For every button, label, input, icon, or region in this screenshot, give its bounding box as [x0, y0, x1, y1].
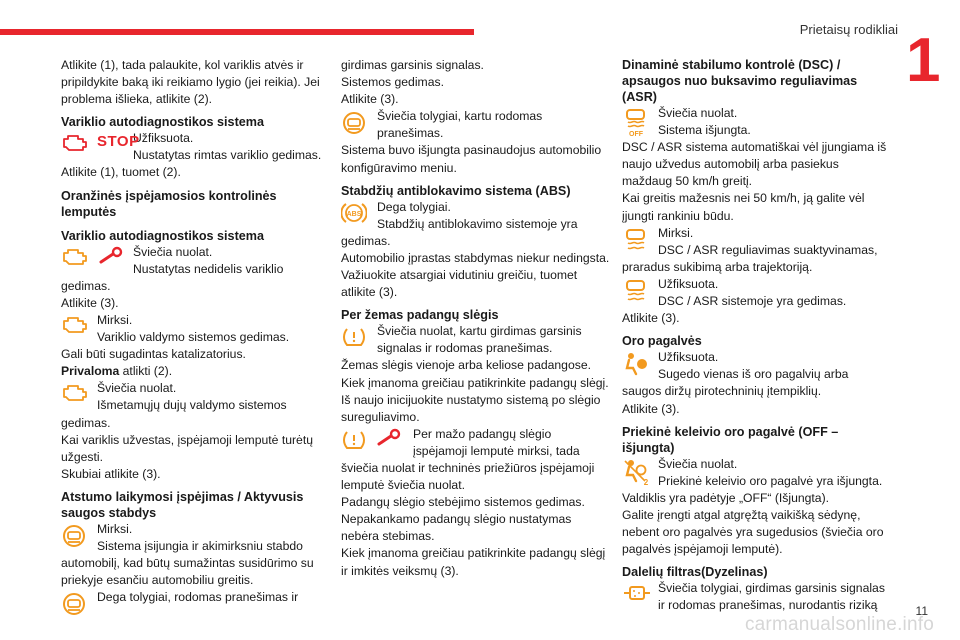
engine-icon	[61, 382, 89, 402]
text-line: Nustatytas rimtas variklio gedimas.	[133, 148, 322, 163]
section-title: Prietaisų rodikliai	[799, 22, 898, 37]
text-line	[61, 363, 331, 380]
heading-engine-diagnostics: Variklio autodiagnostikos sistema	[61, 228, 264, 243]
text-line: Šviečia tolygiai, kartu rodomas	[377, 109, 543, 124]
heading-orange-warnings: Oranžinės įspėjamosios kontrolinės lemputės	[61, 188, 277, 219]
text-line: Šviečia nuolat, kartu girdimas garsinis	[377, 324, 582, 339]
text-line: įspėjamoji lemputė mirksi, tada	[413, 443, 580, 458]
indicator-row	[341, 426, 611, 460]
indicator-row	[341, 323, 611, 357]
text-line: Užfiksuota.	[658, 350, 719, 365]
text-line: Užfiksuota.	[658, 276, 719, 291]
heading-distance-alert: Atstumo laikymosi įspėjimas / Aktyvusis saugos stabdys	[61, 489, 304, 520]
text-line: gedimas.	[61, 415, 111, 430]
text-line: automobilį, kad būtų sumažintas susidūrimo su priekyje esančiu automobiliu greitis.	[61, 556, 314, 588]
text-line: Gali būti sugadintas katalizatorius.	[61, 347, 246, 362]
text-line: gedimas.	[341, 233, 391, 248]
text-line: ir rodomas pranešimas, nurodantis riziką	[658, 598, 878, 613]
indicator-row	[341, 199, 611, 233]
text-line: Sugedo vienas iš oro pagalvių arba	[658, 367, 849, 382]
tyre-pressure-icon	[341, 428, 367, 452]
text-line: šviečia nuolat ir techninės priežiūros įspėjamoji lemputė šviečia nuolat.	[341, 460, 595, 493]
heading-airbags: Oro pagalvės	[622, 334, 702, 349]
text-line: Kiek įmanoma greičiau patikrinkite padangų slėgį ir imkitės veiksmų (3).	[341, 546, 606, 578]
text-line: pranešimas.	[377, 126, 444, 141]
dsc-icon	[622, 227, 650, 253]
text-line: Sistema buvo išjungta pasinaudojus automobilio konfigūravimo meniu.	[341, 143, 602, 175]
indicator-row	[61, 380, 331, 414]
column-3	[622, 57, 892, 614]
text-line: gedimas.	[61, 278, 111, 293]
stop-icon: STOP	[97, 133, 140, 151]
indicator-row	[61, 312, 331, 346]
passenger-airbag-off-icon	[622, 458, 650, 486]
text-line: Kiek įmanoma greičiau patikrinkite padangų slėgį.	[341, 375, 609, 390]
text-line: praradus sukibimą arba trajektoriją.	[622, 259, 813, 274]
heading-dsc-asr: Dinaminė stabilumo kontrolė (DSC) / apsaugos nuo buksavimo reguliavimas (ASR)	[622, 58, 858, 104]
text-line: Skubiai atlikite (3).	[61, 466, 161, 481]
text-line: Sistema išjungta.	[658, 123, 751, 138]
text-line: Sistemos gedimas.	[341, 75, 444, 90]
text-line: Mirksi.	[97, 312, 133, 327]
text-line: Valdiklis yra padėtyje „OFF“ (Išjungta).	[622, 490, 830, 505]
text-line: Priekinė keleivio oro pagalvė yra išjungta.	[658, 473, 883, 488]
text-line: Automobilio įprastas stabdymas niekur nedingsta.	[341, 250, 610, 265]
text-line: girdimas garsinis signalas.	[341, 58, 484, 72]
abs-icon-label: ABS	[346, 210, 362, 218]
text-line: Šviečia nuolat.	[658, 456, 738, 471]
text-line: Kai greitis mažesnis nei 50 km/h, ją galite vėl įjungti rankiniu būdu.	[622, 191, 865, 223]
text-line: Stabdžių antiblokavimo sistemoje yra	[377, 216, 578, 231]
indicator-row	[622, 225, 892, 259]
distance-alert-icon	[61, 591, 87, 617]
text-line: Atlikite (1), tuomet (2).	[61, 165, 181, 180]
heading-tyre-pressure: Per žemas padangų slėgis	[341, 308, 499, 323]
heading-particle-filter: Dalelių filtras(Dyzelinas)	[622, 565, 768, 580]
watermark: carmanualsonline.info	[744, 614, 934, 635]
particle-filter-icon	[622, 582, 652, 604]
text-line: Žemas slėgis vienoje arba keliose padangose.	[341, 358, 591, 373]
indicator-row	[622, 580, 892, 614]
text-line: Variklio valdymo sistemos gedimas.	[97, 330, 290, 345]
indicator-row	[622, 349, 892, 383]
abs-icon	[341, 201, 367, 225]
text-line: signalas ir rodomas pranešimas.	[377, 341, 553, 356]
distance-alert-icon	[341, 110, 367, 136]
text-line: Atlikite (3).	[622, 401, 680, 416]
indicator-row	[622, 456, 892, 490]
distance-alert-icon	[61, 523, 87, 549]
text-line: Išmetamųjų dujų valdymo sistemos	[97, 398, 287, 413]
text-line: Važiuokite atsargiai vidutiniu greičiu, tuomet atlikite (3).	[341, 268, 578, 300]
engine-icon	[61, 246, 89, 266]
text-line: Užfiksuota.	[133, 131, 194, 146]
text-line: DSC / ASR sistema automatiškai vėl įjungiama iš naujo užvedus automobilį arba pasiekus maždaug 50 km/h greitį.	[622, 140, 887, 189]
indicator-row	[61, 244, 331, 278]
text-span: atlikti (2).	[119, 364, 173, 379]
indicator-row	[61, 130, 331, 164]
heading-passenger-airbag-off: Priekinė keleivio oro pagalvė (OFF – išjungta)	[622, 424, 839, 455]
text-line: Iš naujo inicijuokite nustatymo sistemą po slėgio sureguliavimo.	[341, 392, 601, 424]
airbag-seat-number: 2	[643, 477, 649, 486]
indicator-row	[61, 589, 331, 606]
indicator-row	[61, 521, 331, 555]
text-line: DSC / ASR reguliavimas suaktyvinamas,	[658, 242, 878, 257]
text-line: Atlikite (3).	[341, 92, 399, 107]
engine-icon	[61, 132, 89, 152]
text-line: Nustatytas nedidelis variklio	[133, 261, 284, 276]
text-line: Dega tolygiai, rodomas pranešimas ir	[97, 590, 299, 605]
wrench-icon	[375, 428, 403, 448]
text-line: Šviečia nuolat.	[658, 106, 738, 120]
dsc-off-label: OFF	[629, 131, 643, 137]
column-1	[61, 57, 331, 606]
text-line: Galite įrengti atgal atgręžtą vaikišką sėdynę, nebent oro pagalvės yra sugedusios (šviečia oro pagalvės įspėjamoji lemputė).	[622, 507, 884, 557]
text-line: Atlikite (3).	[622, 311, 680, 326]
text-line: Šviečia tolygiai, girdimas garsinis signalas	[658, 581, 885, 596]
page-number: 11	[915, 604, 928, 618]
tyre-pressure-icon	[341, 325, 367, 349]
text-line: Dega tolygiai.	[377, 199, 451, 214]
engine-icon	[61, 314, 89, 334]
header-accent-bar	[0, 29, 474, 35]
indicator-row	[622, 276, 892, 310]
text-line: Mirksi.	[658, 225, 694, 240]
text-line: Šviečia nuolat.	[133, 244, 213, 259]
airbag-icon	[622, 351, 650, 377]
text-line: Nepakankamo padangų slėgio nustatymas nebėra stebimas.	[341, 512, 572, 544]
text-line: Sistema įsijungia ir akimirksniu stabdo	[97, 538, 303, 553]
heading-engine-diagnostics-red: Variklio autodiagnostikos sistema	[61, 115, 264, 130]
text-line: DSC / ASR sistemoje yra gedimas.	[658, 294, 847, 309]
text-line: Padangų slėgio stebėjimo sistemos gedimas.	[341, 495, 585, 510]
text-line: saugos diržų pirotechninių įtempiklių.	[622, 384, 822, 399]
text-line: Mirksi.	[97, 521, 133, 536]
column-2	[341, 57, 611, 580]
heading-abs: Stabdžių antiblokavimo sistema (ABS)	[341, 183, 571, 198]
text-line: Kai variklis užvestas, įspėjamoji lemputė turėtų užgesti.	[61, 432, 313, 464]
wrench-icon	[97, 246, 125, 266]
chapter-number: 1	[906, 26, 941, 95]
dsc-off-icon	[622, 107, 650, 137]
indicator-row	[622, 105, 892, 139]
paragraph: Atlikite (1), tada palaukite, kol variklis atvės ir pripildykite baką iki reikiamo lygio (jei reikia). Jei problema išlieka, atlikite (2).	[61, 58, 320, 107]
text-line: Šviečia nuolat.	[97, 381, 177, 396]
bold-term: Privaloma	[61, 364, 120, 379]
text-line: Per mažo padangų slėgio	[413, 426, 552, 441]
indicator-row	[341, 108, 611, 142]
dsc-icon	[622, 278, 650, 304]
text-line: Atlikite (3).	[61, 295, 119, 310]
